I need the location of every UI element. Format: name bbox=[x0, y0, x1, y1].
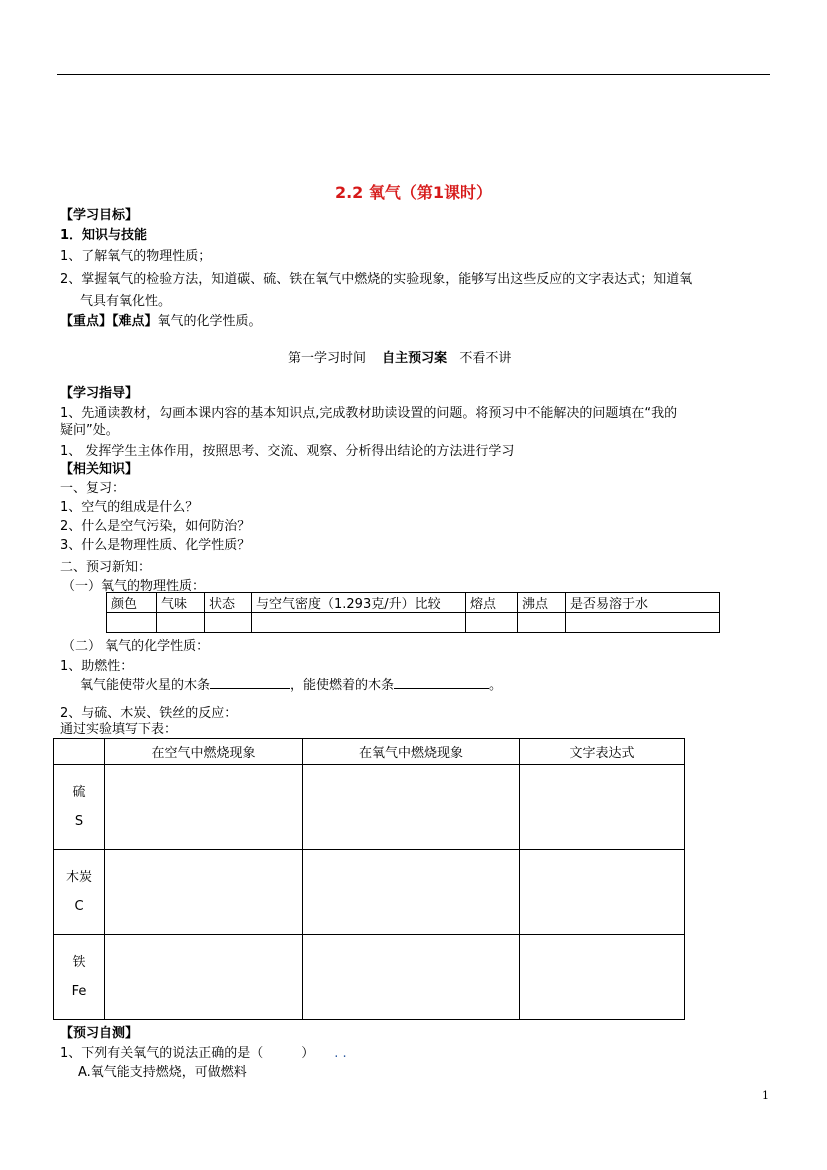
review-q1: 1、空气的组成是什么？ bbox=[60, 500, 199, 515]
selftest-header: 【预习自测】 bbox=[60, 1026, 139, 1041]
substance-cell bbox=[54, 850, 105, 935]
combust-title: 1、助燃性： bbox=[60, 659, 134, 674]
difficulty-label: 【难点】 bbox=[112, 314, 158, 329]
reaction-table bbox=[53, 738, 685, 1020]
option-a: A.氧气能支持燃烧，可做燃料 bbox=[78, 1065, 247, 1080]
combust-text-3: 。 bbox=[489, 678, 503, 693]
header-cell: 沸点 bbox=[518, 593, 566, 613]
review-q2: 2、什么是空气污染，如何防治？ bbox=[60, 519, 251, 534]
preview-title: 二、预习新知： bbox=[60, 560, 152, 575]
answer-cell[interactable] bbox=[520, 850, 685, 935]
header-cell: 与空气密度（1.293克/升）比较 bbox=[252, 593, 466, 613]
question-1-close: ） bbox=[301, 1046, 315, 1061]
substance-name: 硫 bbox=[72, 785, 86, 800]
header-cell: 在氧气中燃烧现象 bbox=[303, 739, 520, 765]
answer-cell[interactable] bbox=[520, 935, 685, 1020]
review-q3: 3、什么是物理性质、化学性质？ bbox=[60, 538, 251, 553]
substance-symbol: S bbox=[74, 814, 84, 829]
header-cell: 熔点 bbox=[466, 593, 518, 613]
header-cell: 颜色 bbox=[107, 593, 157, 613]
key-points bbox=[60, 310, 262, 329]
answer-blank-1[interactable] bbox=[210, 676, 290, 689]
physical-properties-table bbox=[106, 592, 720, 633]
physical-title: （一）氧气的物理性质： bbox=[62, 579, 206, 594]
substance-name: 木炭 bbox=[65, 870, 92, 885]
answer-cell[interactable] bbox=[520, 765, 685, 850]
reaction-row-iron bbox=[54, 935, 685, 1020]
guide-1-line2: 疑问”处。 bbox=[60, 423, 119, 438]
chemical-title: （二） 氧气的化学性质： bbox=[62, 639, 210, 654]
header-cell: 是否易溶于水 bbox=[566, 593, 720, 613]
section-name: 自主预习案 bbox=[382, 351, 448, 366]
section-motto: 不看不讲 bbox=[459, 351, 512, 366]
related-header: 【相关知识】 bbox=[60, 462, 139, 477]
header-cell: 在空气中燃烧现象 bbox=[105, 739, 303, 765]
header-cell: 状态 bbox=[205, 593, 252, 613]
answer-cell[interactable] bbox=[566, 613, 720, 633]
question-1-dots: . . bbox=[334, 1046, 347, 1061]
reaction-row-charcoal bbox=[54, 850, 685, 935]
reaction-title: 2、与硫、木炭、铁丝的反应： bbox=[60, 706, 238, 721]
substance-symbol: Fe bbox=[71, 984, 87, 999]
substance-cell bbox=[54, 765, 105, 850]
answer-cell[interactable] bbox=[303, 935, 520, 1020]
answer-cell[interactable] bbox=[157, 613, 205, 633]
answer-cell[interactable] bbox=[107, 613, 157, 633]
corner-cell bbox=[54, 739, 105, 765]
answer-cell[interactable] bbox=[105, 935, 303, 1020]
combust-text-1: 氧气能使带火星的木条 bbox=[80, 678, 211, 693]
physical-header-row bbox=[107, 593, 720, 613]
answer-cell[interactable] bbox=[105, 765, 303, 850]
answer-cell[interactable] bbox=[466, 613, 518, 633]
substance-name: 铁 bbox=[72, 955, 86, 970]
knowledge-header: 1．知识与技能 bbox=[60, 228, 148, 243]
answer-cell[interactable] bbox=[105, 850, 303, 935]
combust-sentence bbox=[80, 674, 502, 693]
page-title: 2.2 氧气（第1课时） bbox=[334, 183, 493, 202]
section-heading bbox=[288, 347, 511, 366]
answer-cell[interactable] bbox=[205, 613, 252, 633]
guide-header: 【学习指导】 bbox=[60, 386, 139, 401]
answer-cell[interactable] bbox=[518, 613, 566, 633]
answer-blank-2[interactable] bbox=[394, 676, 489, 689]
section-time: 第一学习时间 bbox=[288, 351, 367, 366]
question-1 bbox=[60, 1042, 347, 1061]
header-cell: 文字表达式 bbox=[520, 739, 685, 765]
answer-cell[interactable] bbox=[303, 765, 520, 850]
answer-cell[interactable] bbox=[252, 613, 466, 633]
key-label: 【重点】 bbox=[60, 314, 113, 329]
reaction-row-sulfur bbox=[54, 765, 685, 850]
goal-2-line1: 2、掌握氧气的检验方法，知道碳、硫、铁在氧气中燃烧的实验现象，能够写出这些反应的文字表达式；知道氧 bbox=[60, 272, 693, 287]
key-text: 氧气的化学性质。 bbox=[157, 314, 262, 329]
goal-2-line2: 气具有氧化性。 bbox=[80, 294, 172, 309]
header-cell: 气味 bbox=[157, 593, 205, 613]
page-number: 1 bbox=[762, 1089, 769, 1102]
guide-1-line1: 1、先通读教材，勾画本课内容的基本知识点,完成教材助读设置的问题。将预习中不能解决的问题填在“我的 bbox=[60, 406, 678, 421]
combust-text-2: ，能使燃着的木条 bbox=[290, 678, 395, 693]
goal-1: 1、了解氧气的物理性质； bbox=[60, 249, 212, 264]
reaction-header-row bbox=[54, 739, 685, 765]
question-1-text: 1、下列有关氧气的说法正确的是（ bbox=[60, 1046, 264, 1061]
reaction-intro: 通过实验填写下表： bbox=[60, 722, 178, 737]
answer-cell[interactable] bbox=[303, 850, 520, 935]
header-rule bbox=[57, 74, 770, 75]
physical-answer-row bbox=[107, 613, 720, 633]
review-title: 一、复习： bbox=[60, 481, 126, 496]
guide-2: 1、 发挥学生主体作用，按照思考、交流、观察、分析得出结论的方法进行学习 bbox=[60, 444, 515, 459]
substance-symbol: C bbox=[74, 899, 84, 914]
substance-cell bbox=[54, 935, 105, 1020]
goals-header: 【学习目标】 bbox=[60, 208, 139, 223]
